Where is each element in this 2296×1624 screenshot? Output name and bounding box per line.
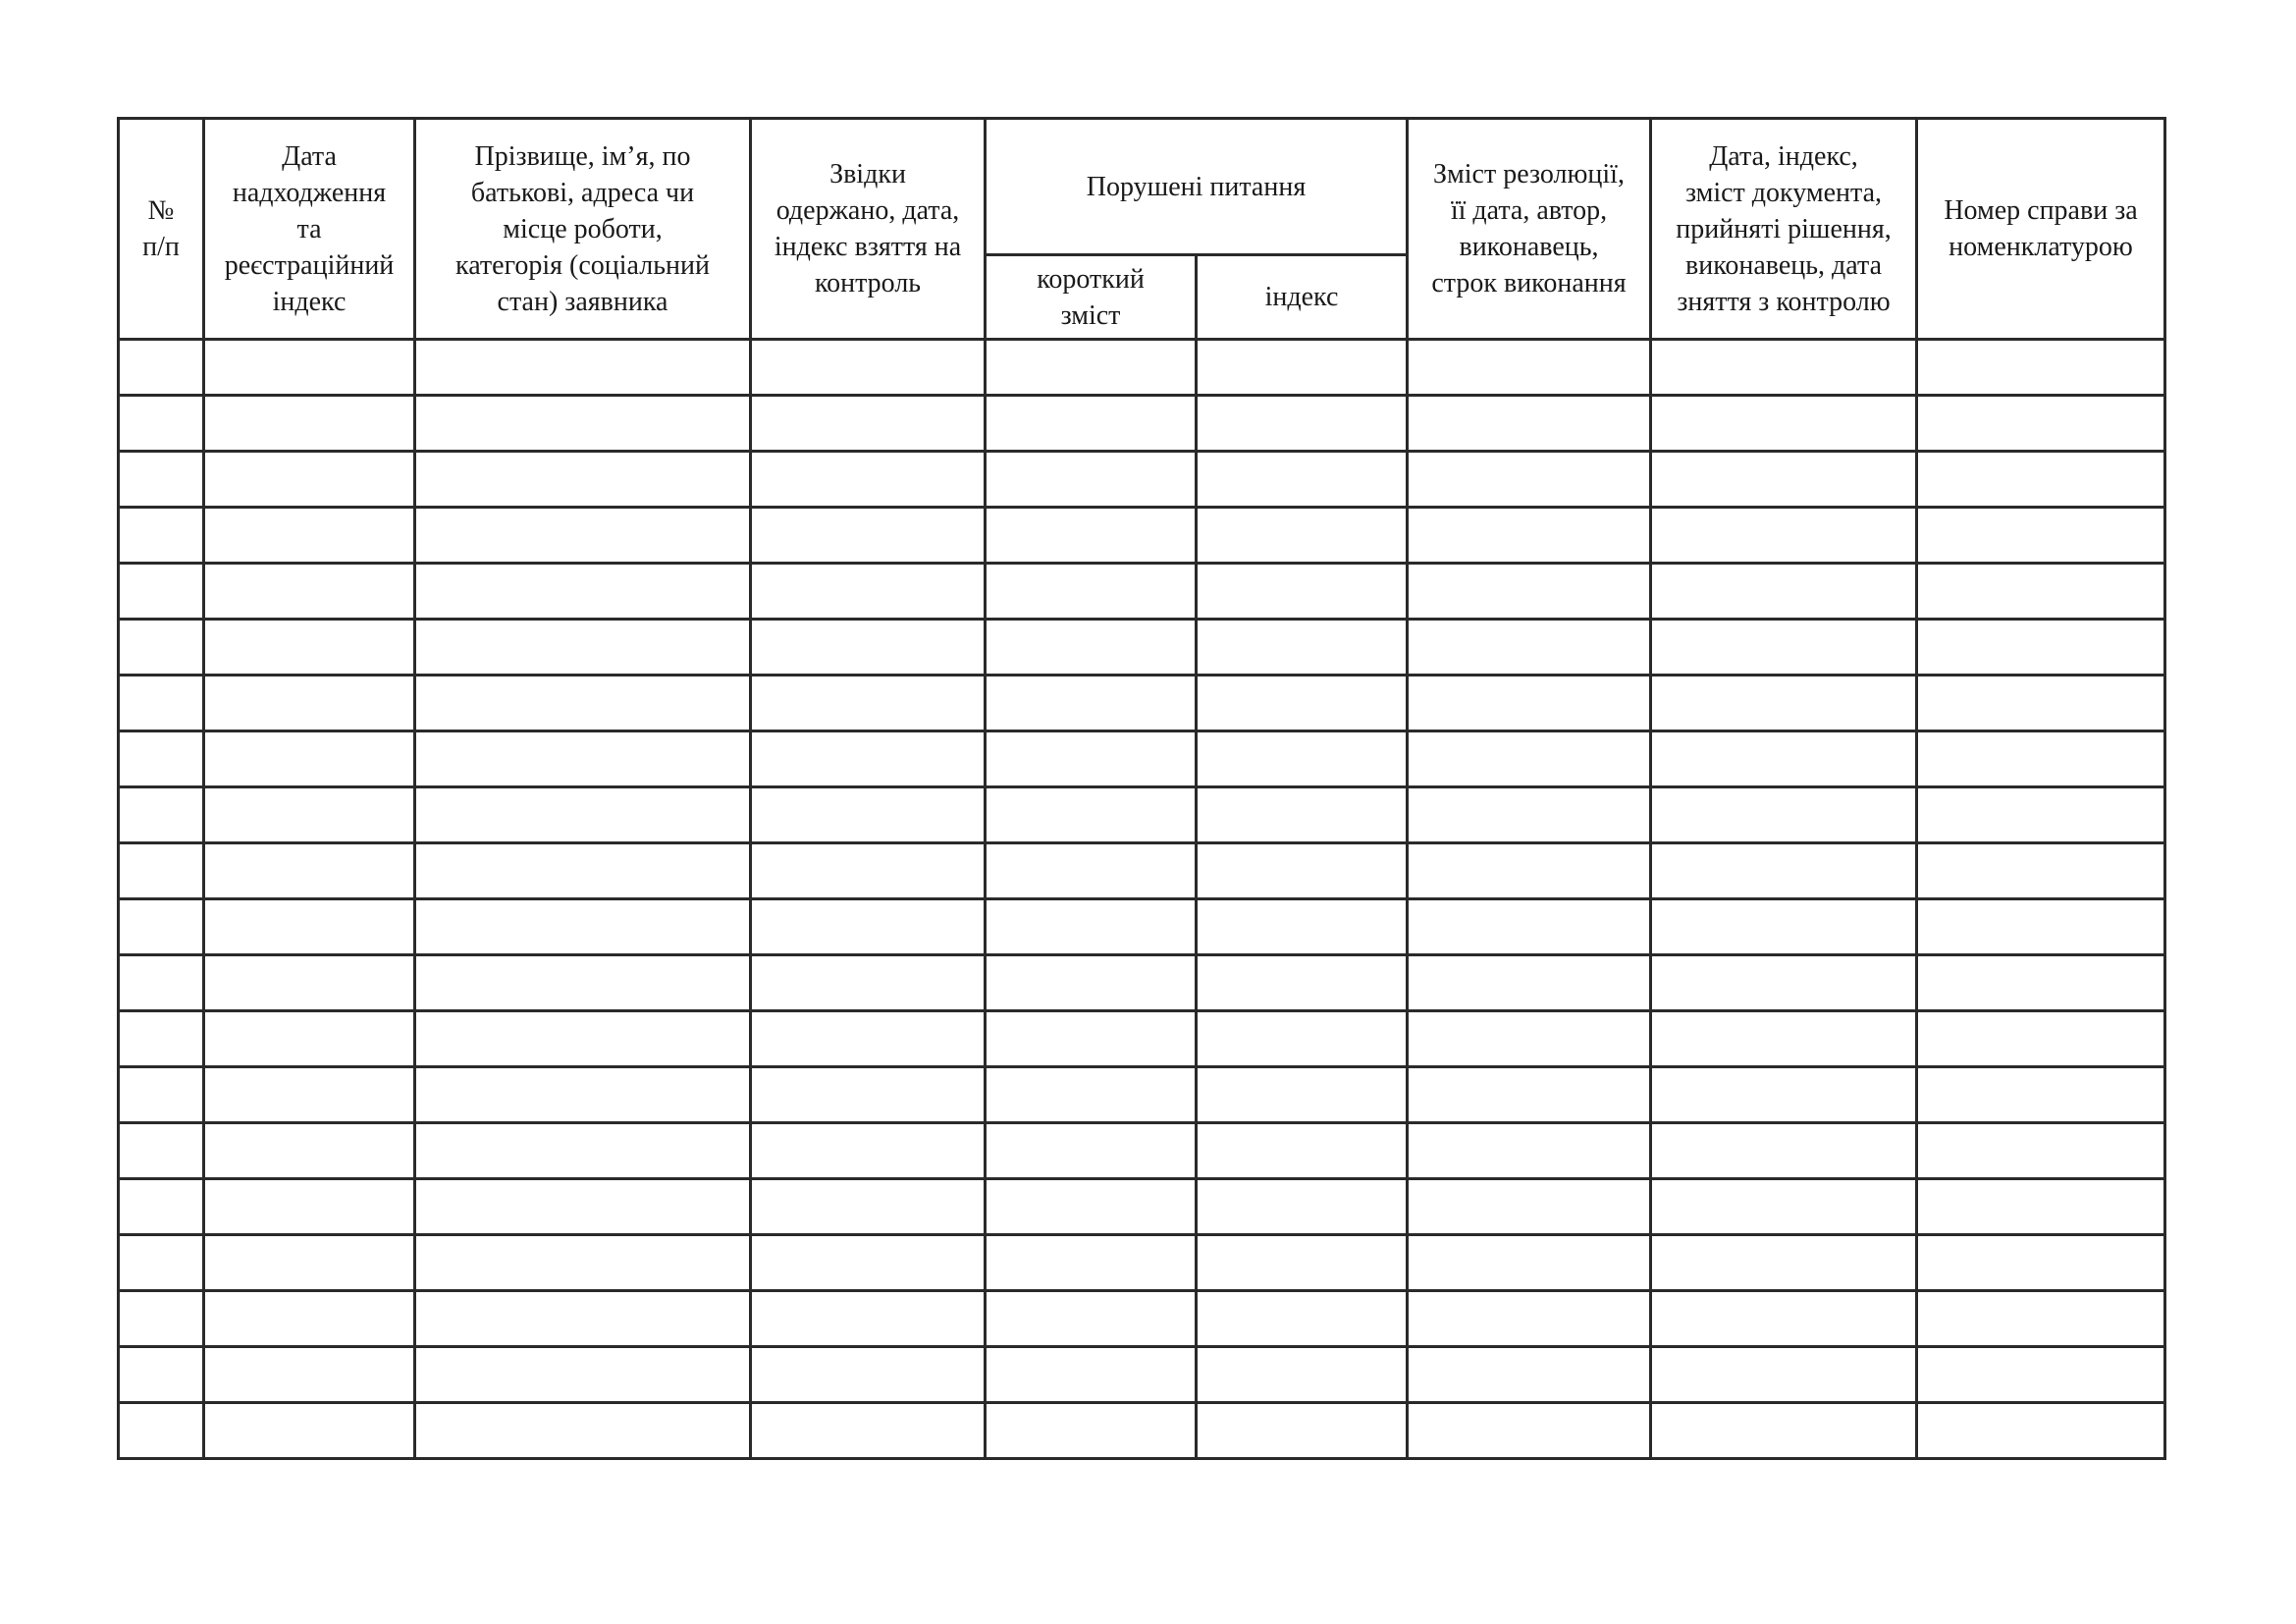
cell-number[interactable]	[119, 1011, 204, 1067]
cell-applicant[interactable]	[415, 787, 751, 843]
cell-source[interactable]	[751, 676, 986, 731]
cell-source[interactable]	[751, 620, 986, 676]
table-row	[119, 955, 2165, 1011]
cell-applicant[interactable]	[415, 1403, 751, 1459]
column-header-document: Дата, індекс, зміст документа, прийняті рішення, виконавець, дата зняття з контролю	[1651, 119, 1917, 340]
column-header-case-number: Номер справи за номенклатурою	[1917, 119, 2165, 340]
cell-arrival-date[interactable]	[204, 340, 415, 396]
cell-resolution[interactable]	[1408, 1067, 1651, 1123]
table-row	[119, 620, 2165, 676]
cell-issues-index[interactable]	[1197, 899, 1408, 955]
cell-source[interactable]	[751, 1179, 986, 1235]
cell-number[interactable]	[119, 731, 204, 787]
column-header-number: № п/п	[119, 119, 204, 340]
cell-arrival-date[interactable]	[204, 508, 415, 564]
cell-issues-index[interactable]	[1197, 1347, 1408, 1403]
cell-issues-index[interactable]	[1197, 396, 1408, 452]
cell-issues-summary[interactable]	[986, 564, 1197, 620]
cell-issues-summary[interactable]	[986, 955, 1197, 1011]
cell-arrival-date[interactable]	[204, 1347, 415, 1403]
cell-case-number[interactable]	[1917, 1235, 2165, 1291]
registration-form-table	[117, 117, 2166, 1460]
table-row	[119, 452, 2165, 508]
table-header	[119, 119, 2165, 340]
cell-issues-summary[interactable]	[986, 340, 1197, 396]
cell-case-number[interactable]	[1917, 340, 2165, 396]
cell-applicant[interactable]	[415, 1067, 751, 1123]
cell-issues-summary[interactable]	[986, 731, 1197, 787]
cell-issues-index[interactable]	[1197, 1291, 1408, 1347]
cell-case-number[interactable]	[1917, 452, 2165, 508]
cell-number[interactable]	[119, 508, 204, 564]
cell-number[interactable]	[119, 396, 204, 452]
cell-issues-summary[interactable]	[986, 1067, 1197, 1123]
cell-issues-summary[interactable]	[986, 1235, 1197, 1291]
cell-number[interactable]	[119, 1403, 204, 1459]
cell-case-number[interactable]	[1917, 1179, 2165, 1235]
cell-document[interactable]	[1651, 1347, 1917, 1403]
cell-issues-index[interactable]	[1197, 1067, 1408, 1123]
cell-number[interactable]	[119, 676, 204, 731]
table-row	[119, 676, 2165, 731]
cell-issues-summary[interactable]	[986, 843, 1197, 899]
cell-resolution[interactable]	[1408, 396, 1651, 452]
column-header-arrival-date: Дата надходження та реєстраційний індекс	[204, 119, 415, 340]
cell-issues-index[interactable]	[1197, 731, 1408, 787]
cell-arrival-date[interactable]	[204, 1403, 415, 1459]
cell-case-number[interactable]	[1917, 843, 2165, 899]
cell-issues-summary[interactable]	[986, 452, 1197, 508]
cell-case-number[interactable]	[1917, 1123, 2165, 1179]
cell-applicant[interactable]	[415, 1011, 751, 1067]
cell-applicant[interactable]	[415, 1347, 751, 1403]
cell-applicant[interactable]	[415, 508, 751, 564]
table-row	[119, 564, 2165, 620]
column-header-source: Звідки одержано, дата, індекс взяття на контроль	[751, 119, 986, 340]
cell-source[interactable]	[751, 843, 986, 899]
cell-issues-summary[interactable]	[986, 1011, 1197, 1067]
cell-issues-index[interactable]	[1197, 676, 1408, 731]
cell-issues-index[interactable]	[1197, 620, 1408, 676]
cell-document[interactable]	[1651, 1011, 1917, 1067]
cell-case-number[interactable]	[1917, 731, 2165, 787]
cell-case-number[interactable]	[1917, 508, 2165, 564]
table-row	[119, 1011, 2165, 1067]
cell-number[interactable]	[119, 1123, 204, 1179]
cell-arrival-date[interactable]	[204, 787, 415, 843]
cell-source[interactable]	[751, 955, 986, 1011]
cell-applicant[interactable]	[415, 676, 751, 731]
cell-source[interactable]	[751, 1011, 986, 1067]
cell-source[interactable]	[751, 1123, 986, 1179]
column-header-issues-group: Порушені питання	[986, 119, 1408, 255]
cell-arrival-date[interactable]	[204, 620, 415, 676]
cell-resolution[interactable]	[1408, 731, 1651, 787]
cell-case-number[interactable]	[1917, 787, 2165, 843]
cell-issues-summary[interactable]	[986, 787, 1197, 843]
cell-issues-index[interactable]	[1197, 787, 1408, 843]
table-row	[119, 1403, 2165, 1459]
cell-case-number[interactable]	[1917, 899, 2165, 955]
cell-number[interactable]	[119, 1235, 204, 1291]
cell-issues-index[interactable]	[1197, 564, 1408, 620]
table-row	[119, 787, 2165, 843]
cell-applicant[interactable]	[415, 1179, 751, 1235]
cell-issues-summary[interactable]	[986, 1403, 1197, 1459]
table-row	[119, 396, 2165, 452]
table-row	[119, 731, 2165, 787]
cell-document[interactable]	[1651, 843, 1917, 899]
cell-source[interactable]	[751, 1403, 986, 1459]
cell-issues-summary[interactable]	[986, 676, 1197, 731]
cell-issues-summary[interactable]	[986, 1291, 1197, 1347]
cell-document[interactable]	[1651, 1179, 1917, 1235]
cell-issues-index[interactable]	[1197, 1011, 1408, 1067]
cell-source[interactable]	[751, 508, 986, 564]
cell-applicant[interactable]	[415, 1291, 751, 1347]
cell-applicant[interactable]	[415, 1235, 751, 1291]
cell-case-number[interactable]	[1917, 396, 2165, 452]
cell-source[interactable]	[751, 1291, 986, 1347]
cell-resolution[interactable]	[1408, 1347, 1651, 1403]
cell-arrival-date[interactable]	[204, 676, 415, 731]
cell-source[interactable]	[751, 340, 986, 396]
cell-source[interactable]	[751, 899, 986, 955]
cell-number[interactable]	[119, 1179, 204, 1235]
cell-source[interactable]	[751, 1347, 986, 1403]
cell-arrival-date[interactable]	[204, 731, 415, 787]
cell-issues-summary[interactable]	[986, 899, 1197, 955]
cell-document[interactable]	[1651, 340, 1917, 396]
cell-case-number[interactable]	[1917, 1403, 2165, 1459]
cell-applicant[interactable]	[415, 396, 751, 452]
cell-case-number[interactable]	[1917, 1347, 2165, 1403]
cell-issues-summary[interactable]	[986, 620, 1197, 676]
cell-number[interactable]	[119, 843, 204, 899]
cell-number[interactable]	[119, 340, 204, 396]
cell-case-number[interactable]	[1917, 1011, 2165, 1067]
cell-source[interactable]	[751, 731, 986, 787]
cell-case-number[interactable]	[1917, 564, 2165, 620]
table-row	[119, 843, 2165, 899]
cell-document[interactable]	[1651, 955, 1917, 1011]
cell-arrival-date[interactable]	[204, 396, 415, 452]
table-row	[119, 899, 2165, 955]
cell-resolution[interactable]	[1408, 340, 1651, 396]
cell-number[interactable]	[119, 787, 204, 843]
cell-number[interactable]	[119, 564, 204, 620]
cell-applicant[interactable]	[415, 1123, 751, 1179]
cell-arrival-date[interactable]	[204, 843, 415, 899]
cell-resolution[interactable]	[1408, 620, 1651, 676]
cell-document[interactable]	[1651, 899, 1917, 955]
cell-issues-index[interactable]	[1197, 1179, 1408, 1235]
cell-issues-index[interactable]	[1197, 1235, 1408, 1291]
cell-arrival-date[interactable]	[204, 899, 415, 955]
cell-resolution[interactable]	[1408, 676, 1651, 731]
cell-issues-summary[interactable]	[986, 1123, 1197, 1179]
cell-applicant[interactable]	[415, 564, 751, 620]
cell-resolution[interactable]	[1408, 899, 1651, 955]
cell-case-number[interactable]	[1917, 1067, 2165, 1123]
cell-resolution[interactable]	[1408, 564, 1651, 620]
table-row	[119, 340, 2165, 396]
cell-document[interactable]	[1651, 508, 1917, 564]
cell-document[interactable]	[1651, 731, 1917, 787]
cell-resolution[interactable]	[1408, 1235, 1651, 1291]
cell-source[interactable]	[751, 1235, 986, 1291]
cell-arrival-date[interactable]	[204, 452, 415, 508]
table-row	[119, 1235, 2165, 1291]
cell-document[interactable]	[1651, 1235, 1917, 1291]
column-header-issues-index: індекс	[1197, 255, 1408, 340]
cell-issues-index[interactable]	[1197, 452, 1408, 508]
cell-source[interactable]	[751, 1067, 986, 1123]
cell-resolution[interactable]	[1408, 787, 1651, 843]
cell-document[interactable]	[1651, 620, 1917, 676]
cell-applicant[interactable]	[415, 955, 751, 1011]
cell-applicant[interactable]	[415, 843, 751, 899]
table-row	[119, 1123, 2165, 1179]
cell-number[interactable]	[119, 955, 204, 1011]
cell-applicant[interactable]	[415, 620, 751, 676]
cell-number[interactable]	[119, 620, 204, 676]
cell-issues-summary[interactable]	[986, 508, 1197, 564]
cell-arrival-date[interactable]	[204, 1123, 415, 1179]
cell-resolution[interactable]	[1408, 1403, 1651, 1459]
table-row	[119, 508, 2165, 564]
cell-resolution[interactable]	[1408, 1123, 1651, 1179]
cell-issues-summary[interactable]	[986, 1179, 1197, 1235]
cell-issues-summary[interactable]	[986, 396, 1197, 452]
cell-source[interactable]	[751, 564, 986, 620]
table-row	[119, 1291, 2165, 1347]
cell-issues-index[interactable]	[1197, 955, 1408, 1011]
cell-document[interactable]	[1651, 396, 1917, 452]
cell-issues-index[interactable]	[1197, 1403, 1408, 1459]
cell-applicant[interactable]	[415, 731, 751, 787]
cell-issues-index[interactable]	[1197, 1123, 1408, 1179]
column-header-applicant: Прізвище, ім’я, по батькові, адреса чи місце роботи, категорія (соціальний стан) заявника	[415, 119, 751, 340]
cell-document[interactable]	[1651, 1123, 1917, 1179]
cell-number[interactable]	[119, 1291, 204, 1347]
table-row	[119, 1179, 2165, 1235]
column-header-resolution: Зміст резолюції, її дата, автор, виконавець, строк виконання	[1408, 119, 1651, 340]
cell-resolution[interactable]	[1408, 843, 1651, 899]
cell-issues-index[interactable]	[1197, 340, 1408, 396]
cell-resolution[interactable]	[1408, 508, 1651, 564]
cell-arrival-date[interactable]	[204, 1011, 415, 1067]
cell-arrival-date[interactable]	[204, 564, 415, 620]
column-header-issues-summary: короткий зміст	[986, 255, 1197, 340]
cell-number[interactable]	[119, 899, 204, 955]
cell-source[interactable]	[751, 787, 986, 843]
cell-number[interactable]	[119, 1067, 204, 1123]
cell-applicant[interactable]	[415, 340, 751, 396]
cell-applicant[interactable]	[415, 452, 751, 508]
cell-arrival-date[interactable]	[204, 1291, 415, 1347]
cell-resolution[interactable]	[1408, 955, 1651, 1011]
cell-applicant[interactable]	[415, 899, 751, 955]
cell-resolution[interactable]	[1408, 1011, 1651, 1067]
cell-issues-index[interactable]	[1197, 843, 1408, 899]
cell-case-number[interactable]	[1917, 1291, 2165, 1347]
cell-resolution[interactable]	[1408, 1291, 1651, 1347]
cell-issues-index[interactable]	[1197, 508, 1408, 564]
cell-resolution[interactable]	[1408, 452, 1651, 508]
cell-arrival-date[interactable]	[204, 1235, 415, 1291]
cell-number[interactable]	[119, 452, 204, 508]
cell-case-number[interactable]	[1917, 676, 2165, 731]
cell-source[interactable]	[751, 452, 986, 508]
cell-arrival-date[interactable]	[204, 1067, 415, 1123]
cell-document[interactable]	[1651, 452, 1917, 508]
cell-number[interactable]	[119, 1347, 204, 1403]
cell-case-number[interactable]	[1917, 955, 2165, 1011]
table-body	[119, 340, 2165, 1459]
cell-arrival-date[interactable]	[204, 1179, 415, 1235]
cell-case-number[interactable]	[1917, 620, 2165, 676]
cell-document[interactable]	[1651, 1291, 1917, 1347]
cell-source[interactable]	[751, 396, 986, 452]
table-row	[119, 1347, 2165, 1403]
cell-document[interactable]	[1651, 787, 1917, 843]
cell-document[interactable]	[1651, 676, 1917, 731]
cell-document[interactable]	[1651, 564, 1917, 620]
cell-document[interactable]	[1651, 1067, 1917, 1123]
cell-document[interactable]	[1651, 1403, 1917, 1459]
table-row	[119, 1067, 2165, 1123]
cell-arrival-date[interactable]	[204, 955, 415, 1011]
cell-issues-summary[interactable]	[986, 1347, 1197, 1403]
cell-resolution[interactable]	[1408, 1179, 1651, 1235]
